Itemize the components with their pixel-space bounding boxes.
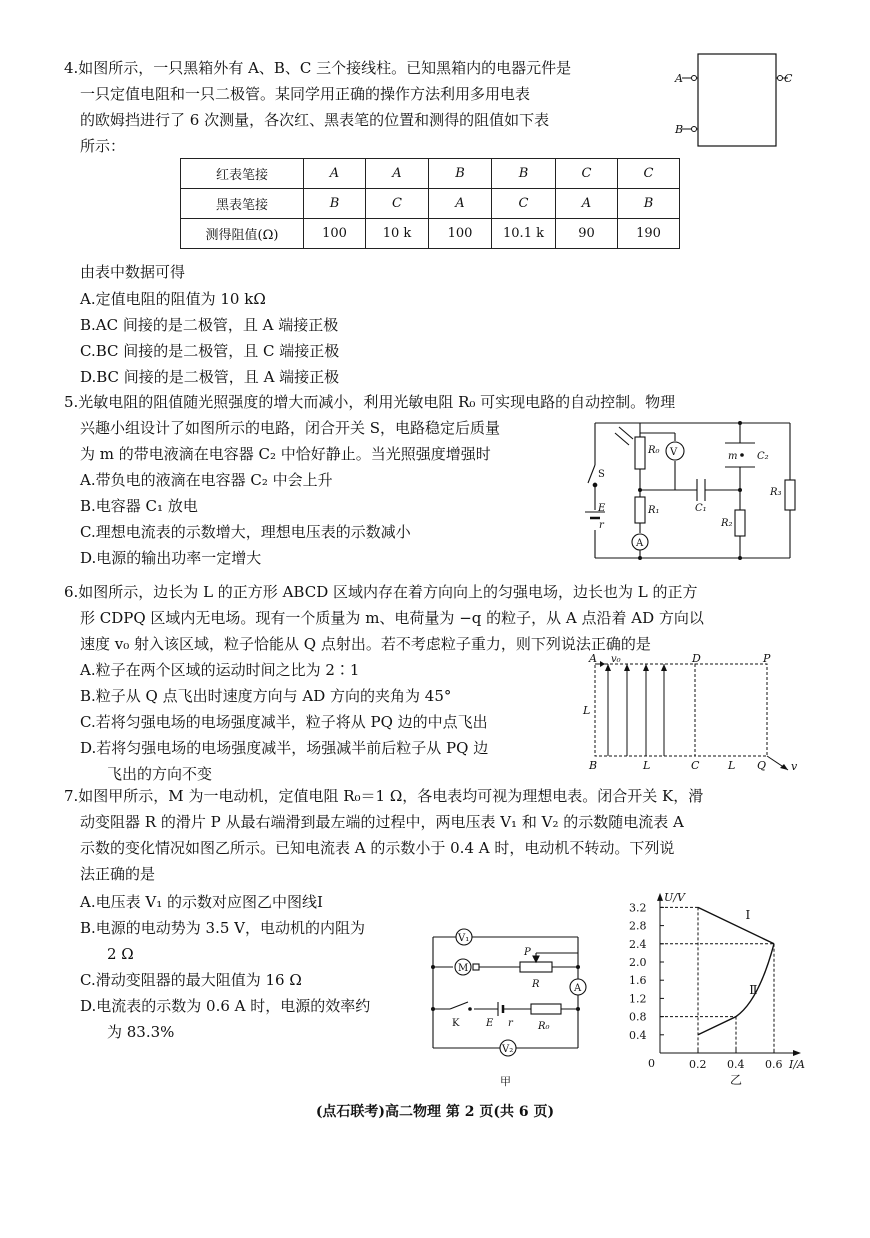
r2-label: R₂ bbox=[721, 518, 733, 529]
y-axis-arrow bbox=[657, 893, 663, 901]
table-cell: 10.1 k bbox=[492, 219, 556, 249]
table-cell: A bbox=[556, 189, 618, 219]
y-axis-label: U/V bbox=[664, 890, 685, 904]
table-cell: 190 bbox=[618, 219, 680, 249]
q7-option-d-cont: 为 83.3% bbox=[107, 1023, 175, 1041]
table-row bbox=[181, 219, 680, 249]
x-axis-label: I/A bbox=[789, 1058, 805, 1071]
table-cell: A bbox=[429, 189, 492, 219]
origin-label: 0 bbox=[648, 1057, 655, 1070]
q5-option-b: B.电容器 C₁ 放电 bbox=[80, 497, 198, 515]
point-c-label: C bbox=[691, 759, 700, 772]
q7-circuit-diagram bbox=[428, 925, 608, 1090]
page-footer: (点石联考)高二物理 第 2 页(共 6 页) bbox=[315, 1104, 555, 1120]
c1-label: C₁ bbox=[695, 503, 707, 514]
r0-label: R₀ bbox=[648, 445, 660, 456]
terminal-a-label: A bbox=[675, 72, 683, 85]
q7-stem-line-2: 动变阻器 R 的滑片 P 从最右端滑到最左端的过程中，两电压表 V₁ 和 V₂ 的示数随电流表 A bbox=[80, 813, 684, 831]
emf-label: E bbox=[598, 503, 606, 514]
series-label-II: Ⅱ bbox=[749, 982, 758, 997]
q7-option-c: C.滑动变阻器的最大阻值为 16 Ω bbox=[80, 971, 302, 989]
y-tick-label: 1.2 bbox=[629, 992, 647, 1006]
exit-velocity-label: v bbox=[791, 760, 798, 773]
row-header: 红表笔接 bbox=[181, 159, 304, 189]
emf-label: E bbox=[486, 1018, 494, 1029]
ammeter-label: A bbox=[574, 983, 582, 994]
rheostat-label: R bbox=[532, 979, 540, 990]
q4-stem-line-4: 所示： bbox=[80, 137, 126, 155]
q7-option-d: D.电流表的示数为 0.6 A 时，电源的效率约 bbox=[80, 997, 371, 1015]
y-tick-label: 3.2 bbox=[629, 901, 647, 915]
table-cell: 100 bbox=[304, 219, 366, 249]
x-axis-arrow bbox=[793, 1050, 801, 1056]
table-row bbox=[181, 189, 680, 219]
table-cell: B bbox=[429, 159, 492, 189]
y-tick-label: 2.0 bbox=[629, 956, 647, 969]
droplet-mass-label: m bbox=[728, 451, 738, 462]
q6-option-a: A.粒子在两个区域的运动时间之比为 2∶1 bbox=[80, 661, 360, 679]
point-a-label: A bbox=[589, 652, 597, 665]
q4-stem-line-3: 的欧姆挡进行了 6 次测量，各次红、黑表笔的位置和测得的阻值如下表 bbox=[80, 111, 550, 129]
y-tick-label: 0.8 bbox=[629, 1010, 647, 1024]
y-tick-label: 0.4 bbox=[629, 1028, 647, 1042]
point-q-label: Q bbox=[757, 759, 767, 772]
point-b-label: B bbox=[589, 759, 598, 772]
bottom-l2-label: L bbox=[728, 759, 736, 772]
r0-label: R₀ bbox=[538, 1021, 550, 1032]
q7-stem-line-1: 7.如图甲所示，M 为一电动机，定值电阻 R₀＝1 Ω，各电表均可视为理想电表。闭合开关 K，滑 bbox=[64, 787, 704, 805]
q7-option-a: A.电压表 V₁ 的示数对应图乙中图线Ⅰ bbox=[80, 893, 323, 911]
q5-stem-line-2: 兴趣小组设计了如图所示的电路，闭合开关 S，电路稳定后质量 bbox=[80, 419, 501, 437]
table-cell: A bbox=[366, 159, 429, 189]
q7-ui-graph bbox=[615, 878, 815, 1088]
table-cell: B bbox=[618, 189, 680, 219]
terminal-b-label: B bbox=[675, 123, 684, 136]
measurement-table bbox=[180, 158, 680, 249]
point-d-label: D bbox=[692, 652, 701, 665]
r1-label: R₁ bbox=[648, 505, 660, 516]
slider-p-label: P bbox=[524, 947, 531, 958]
row-header: 黑表笔接 bbox=[181, 189, 304, 219]
graph-caption: 乙 bbox=[730, 1073, 743, 1087]
internal-resistance-label: r bbox=[599, 520, 604, 531]
y-tick-label: 2.8 bbox=[629, 919, 647, 933]
q6-option-b: B.粒子从 Q 点飞出时速度方向与 AD 方向的夹角为 45° bbox=[80, 687, 452, 705]
bottom-l1-label: L bbox=[643, 759, 651, 772]
q5-option-c: C.理想电流表的示数增大，理想电压表的示数减小 bbox=[80, 523, 411, 541]
side-l-label: L bbox=[583, 704, 591, 717]
q6-option-c: C.若将匀强电场的电场强度减半，粒子将从 PQ 边的中点飞出 bbox=[80, 713, 488, 731]
series-label-I: Ⅰ bbox=[745, 907, 751, 922]
table-cell: C bbox=[618, 159, 680, 189]
table-cell: 100 bbox=[429, 219, 492, 249]
q6-stem-line-2: 形 CDPQ 区域内无电场。现有一个质量为 m、电荷量为 −q 的粒子，从 A 点沿着 AD 方向以 bbox=[80, 609, 704, 627]
v1-label: V₁ bbox=[458, 933, 470, 944]
q6-stem-line-1: 6.如图所示，边长为 L 的正方形 ABCD 区域内存在着方向向上的匀强电场，边长也为 L 的正方 bbox=[64, 583, 698, 601]
q6-option-d-cont: 飞出的方向不变 bbox=[107, 765, 213, 783]
x-tick-label: 0.6 bbox=[765, 1058, 783, 1071]
y-tick-label: 2.4 bbox=[629, 937, 647, 951]
point-p-label: P bbox=[763, 652, 771, 665]
motor-label: M bbox=[458, 963, 469, 974]
table-cell: 90 bbox=[556, 219, 618, 249]
circuit-caption: 甲 bbox=[500, 1075, 511, 1088]
q6-stem-line-3: 速度 v₀ 射入该区域，粒子恰能从 Q 点射出。若不考虑粒子重力，则下列说法正确的是 bbox=[80, 635, 651, 653]
q7-stem-line-4: 法正确的是 bbox=[80, 865, 156, 883]
q5-stem-line-3: 为 m 的带电液滴在电容器 C₂ 中恰好静止。当光照强度增强时 bbox=[80, 445, 491, 463]
series-line-I bbox=[698, 907, 774, 943]
q4-stem-end: 由表中数据可得 bbox=[80, 263, 186, 281]
series-line-II bbox=[698, 944, 774, 1035]
q4-option-d: D.BC 间接的是二极管，且 A 端接正极 bbox=[80, 368, 340, 386]
x-tick-label: 0.4 bbox=[727, 1058, 745, 1071]
table-row bbox=[181, 159, 680, 189]
voltmeter-label: V bbox=[670, 447, 678, 458]
q6-field-diagram bbox=[580, 652, 805, 772]
q4-option-b: B.AC 间接的是二极管，且 A 端接正极 bbox=[80, 316, 339, 334]
v0-label: v₀ bbox=[611, 654, 621, 665]
q4-stem-line-1: 4.如图所示，一只黑箱外有 A、B、C 三个接线柱。已知黑箱内的电器元件是 bbox=[64, 59, 572, 77]
q4-option-c: C.BC 间接的是二极管，且 C 端接正极 bbox=[80, 342, 340, 360]
table-cell: C bbox=[556, 159, 618, 189]
q5-stem-line-1: 5.光敏电阻的阻值随光照强度的增大而减小，利用光敏电阻 R₀ 可实现电路的自动控制。物理 bbox=[64, 393, 676, 411]
switch-k-label: K bbox=[452, 1018, 460, 1029]
table-cell: C bbox=[492, 189, 556, 219]
q7-stem-line-3: 示数的变化情况如图乙所示。已知电流表 A 的示数小于 0.4 A 时，电动机不转动。下列说 bbox=[80, 839, 675, 857]
switch-label: S bbox=[598, 469, 605, 480]
q6-option-d: D.若将匀强电场的电场强度减半，场强减半前后粒子从 PQ 边 bbox=[80, 739, 489, 757]
ammeter-label: A bbox=[636, 538, 644, 549]
table-cell: B bbox=[304, 189, 366, 219]
q7-option-b-cont: 2 Ω bbox=[107, 945, 134, 963]
table-cell: C bbox=[366, 189, 429, 219]
q5-circuit-diagram bbox=[585, 415, 810, 565]
table-cell: B bbox=[492, 159, 556, 189]
q5-option-a: A.带负电的液滴在电容器 C₂ 中会上升 bbox=[80, 471, 333, 489]
r3-label: R₃ bbox=[770, 487, 782, 498]
black-box-diagram bbox=[675, 52, 793, 152]
row-header: 测得阻值(Ω) bbox=[181, 219, 304, 249]
table-cell: 10 k bbox=[366, 219, 429, 249]
table-cell: A bbox=[304, 159, 366, 189]
q7-option-b: B.电源的电动势为 3.5 V，电动机的内阻为 bbox=[80, 919, 366, 937]
terminal-c-label: C bbox=[784, 72, 793, 85]
q4-option-a: A.定值电阻的阻值为 10 kΩ bbox=[80, 290, 266, 308]
q4-stem-line-2: 一只定值电阻和一只二极管。某同学用正确的操作方法利用多用电表 bbox=[80, 85, 531, 103]
c2-label: C₂ bbox=[757, 451, 769, 462]
v2-label: V₂ bbox=[502, 1044, 514, 1055]
y-tick-label: 1.6 bbox=[629, 974, 647, 988]
q5-option-d: D.电源的输出功率一定增大 bbox=[80, 549, 262, 567]
x-tick-label: 0.2 bbox=[689, 1058, 707, 1071]
internal-r-label: r bbox=[508, 1018, 513, 1029]
